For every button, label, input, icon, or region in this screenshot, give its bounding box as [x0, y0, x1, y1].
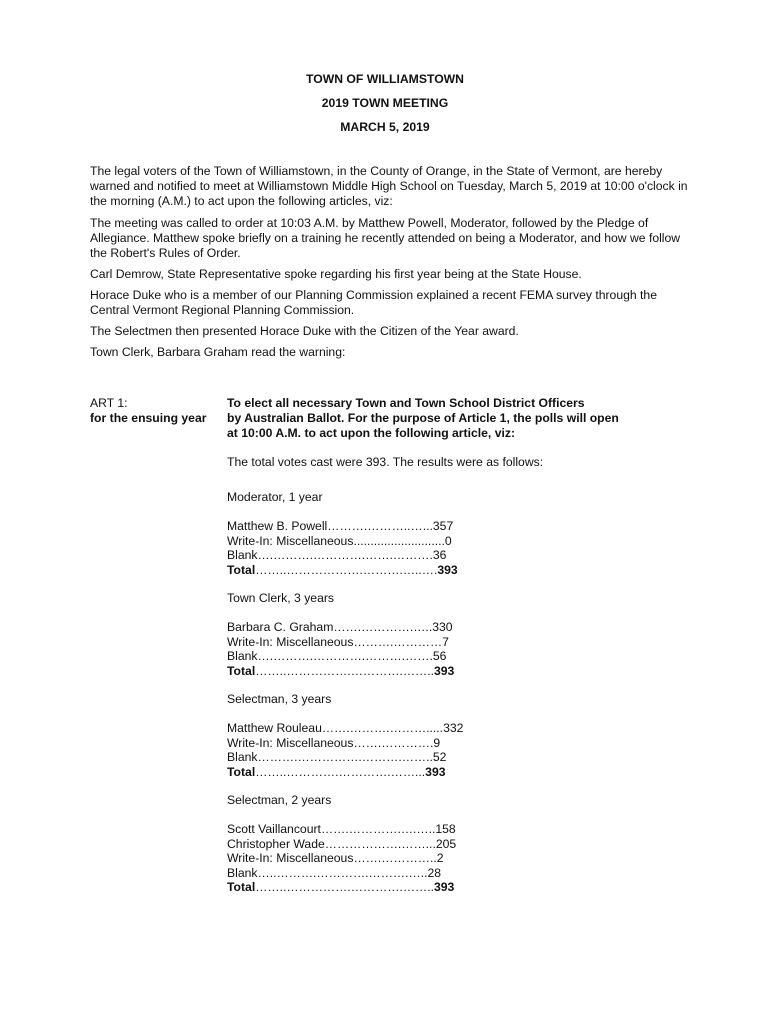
candidate-row	[227, 750, 647, 765]
vote-count: 9	[433, 735, 441, 750]
offices-list	[227, 490, 647, 895]
vote-count: 393	[433, 880, 455, 894]
leader-dots: …….…………..	[353, 851, 437, 865]
document-header	[0, 70, 770, 142]
call-to-order-paragraph: The meeting was called to order at 10:03 A.M. by Matthew Powell, Moderator, followed by the Pledge of Allegiance. Matthew spoke briefly on a training he recently attended on being a Moderator, and how we follow the Robert's Rules of Order.	[90, 216, 681, 260]
article-row-2	[90, 411, 690, 426]
article-text-line2: by Australian Ballot. For the purpose of Article 1, the polls will open	[227, 411, 619, 425]
candidate-row	[227, 866, 647, 881]
article-1	[90, 396, 690, 441]
office-results	[227, 692, 647, 779]
candidate-row	[227, 635, 647, 650]
vote-count: 332	[443, 721, 464, 735]
vote-count: 52	[432, 750, 447, 764]
candidate-row	[227, 837, 647, 852]
vote-count: 28	[427, 865, 442, 880]
meeting-date: MARCH 5, 2019	[340, 120, 430, 134]
vote-count: 158	[435, 822, 456, 836]
representative-paragraph: Carl Demrow, State Representative spoke regarding his first year being at the State House.	[90, 267, 582, 281]
vote-count: 330	[432, 620, 453, 634]
leader-dots: ……..…………….………….……..	[255, 663, 434, 678]
total-row	[227, 664, 647, 679]
vote-count: 56	[432, 649, 447, 663]
award-paragraph: The Selectmen then presented Horace Duke with the Citizen of the Year award.	[90, 324, 519, 338]
leader-dots: …….………….	[353, 735, 434, 750]
office-title: Selectman, 3 years	[227, 692, 332, 706]
office-results	[227, 490, 647, 577]
leader-dots: ...........................	[353, 533, 445, 548]
candidate-row	[227, 548, 647, 563]
article-text-line1: To elect all necessary Town and Town School District Officers	[227, 396, 585, 410]
leader-dots: ….……….………….…….……….	[257, 548, 433, 562]
vote-count: 0	[444, 533, 452, 548]
vote-count: 393	[437, 562, 458, 577]
article-text-line3: at 10:00 A.M. to act upon the following article, viz:	[227, 426, 516, 440]
town-title: TOWN OF WILLIAMSTOWN	[306, 72, 464, 86]
vote-count: 393	[433, 663, 455, 678]
leader-dots: …….……….……….....	[321, 721, 444, 735]
minutes-body	[90, 164, 690, 366]
total-row	[227, 563, 647, 578]
office-title: Selectman, 2 years	[227, 793, 332, 807]
total-row	[227, 765, 647, 780]
vote-count: 357	[432, 519, 454, 533]
leader-dots: …..……….………….……….…..	[257, 865, 428, 880]
election-results	[227, 455, 647, 909]
fema-paragraph: Horace Duke who is a member of our Planning Commission explained a recent FEMA survey through the Central Vermont Regional Planning Commission.	[90, 288, 657, 317]
article-row-1	[90, 396, 690, 411]
candidate-name: Total	[227, 764, 256, 779]
candidate-name: Total	[227, 562, 256, 577]
results-intro: The total votes cast were 393. The results were as follows:	[227, 455, 544, 469]
read-warning-paragraph: Town Clerk, Barbara Graham read the warning:	[90, 345, 346, 359]
candidate-row	[227, 721, 647, 736]
leader-dots: ……….………..…...	[327, 519, 433, 533]
candidate-name: Total	[227, 880, 256, 894]
candidate-name: Christopher Wade	[227, 836, 325, 851]
candidate-name: Write-In: Miscellaneous	[227, 851, 354, 865]
candidate-row	[227, 534, 647, 549]
candidate-name: Write-In: Miscellaneous	[227, 533, 354, 548]
candidate-name: Total	[227, 663, 256, 678]
vote-count: 2	[436, 851, 444, 865]
candidate-name: Scott Vaillancourt	[227, 822, 321, 836]
total-row	[227, 880, 647, 895]
leader-dots: ……..………….………….……...	[255, 764, 426, 779]
article-row-3	[90, 426, 690, 441]
office-results	[227, 793, 647, 895]
leader-dots: ……..……………….……….…..….	[255, 562, 438, 577]
office-title: Moderator, 1 year	[227, 490, 323, 504]
leader-dots: ……..…………….………….……..	[255, 880, 434, 894]
candidate-name: Write-In: Miscellaneous	[227, 735, 354, 750]
leader-dots: ….……….………….……….…….	[257, 649, 433, 663]
leader-dots: ……….…………….……….……..	[257, 750, 433, 764]
candidate-name: Matthew Rouleau	[227, 721, 322, 735]
candidate-row	[227, 519, 647, 534]
meeting-title: 2019 TOWN MEETING	[321, 96, 449, 110]
article-label-2: for the ensuing year	[90, 411, 207, 425]
candidate-name: Barbara C. Graham	[227, 620, 334, 634]
vote-count: 7	[442, 634, 449, 649]
candidate-row	[227, 736, 647, 751]
leader-dots: …….………….…..	[333, 620, 433, 634]
leader-dots: ……………….……...	[324, 836, 436, 851]
candidate-row	[227, 851, 647, 866]
candidate-row	[227, 620, 647, 635]
candidate-name: Write-In: Miscellaneous	[227, 634, 354, 649]
leader-dots: ……….…………	[353, 634, 443, 649]
candidate-name: Blank	[227, 548, 258, 562]
warning-paragraph: The legal voters of the Town of Williamstown, in the County of Orange, in the State of Vermont, are hereby warned and notified to meet at Williamstown Middle High School on Tuesday, March 5, 2019 at 10:00 o'clock in the morning (A.M.) to act upon the following articles, viz:	[90, 164, 688, 208]
vote-count: 393	[425, 764, 446, 779]
candidate-name: Matthew B. Powell	[227, 519, 328, 533]
candidate-row	[227, 822, 647, 837]
vote-count: 36	[432, 548, 447, 562]
candidate-name: Blank	[227, 750, 258, 764]
office-title: Town Clerk, 3 years	[227, 591, 335, 605]
candidate-name: Blank	[227, 865, 258, 880]
candidate-row	[227, 649, 647, 664]
candidate-name: Blank	[227, 649, 258, 663]
leader-dots: …….………….….…..	[320, 822, 436, 836]
office-results	[227, 591, 647, 678]
vote-count: 205	[435, 836, 457, 851]
article-label: ART 1:	[90, 396, 128, 410]
